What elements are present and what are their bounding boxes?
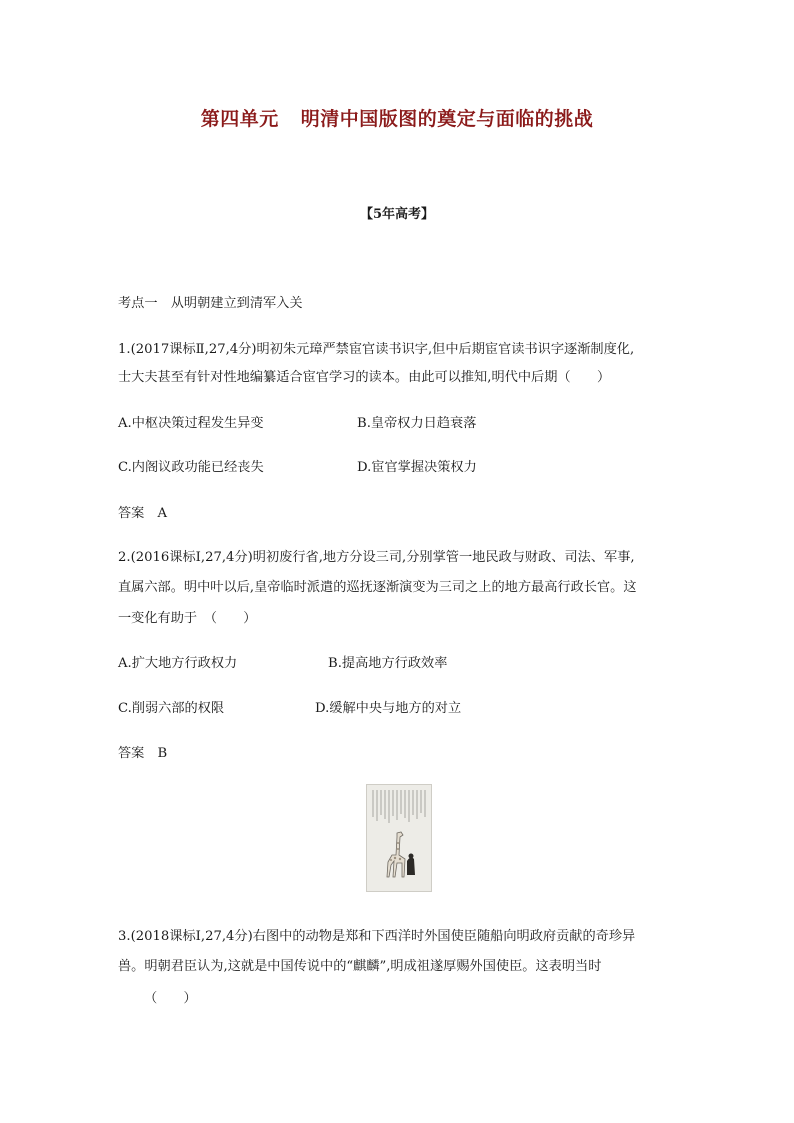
q2-option-b: B.提高地方行政效率 [328, 656, 448, 671]
topic-heading: 考点一 从明朝建立到清军入关 [118, 296, 303, 311]
giraffe-painting-image [366, 784, 432, 892]
q2-stem-line3: 一变化有助于 （ ） [118, 611, 257, 626]
q2-option-c: C.削弱六部的权限 [118, 701, 225, 716]
q3-stem-line3: （ ） [144, 991, 197, 1006]
q2-stem-line1: 2.(2016课标Ⅰ,27,4分)明初废行省,地方分设三司,分别掌管一地民政与财政、司法、军事, [118, 550, 635, 565]
q1-option-c: C.内阁议政功能已经丧失 [118, 460, 264, 475]
q2-answer: 答案 B [118, 746, 168, 761]
q1-option-d: D.宦官掌握决策权力 [357, 460, 477, 475]
q2-option-a: A.扩大地方行政权力 [118, 656, 238, 671]
q2-stem-line2: 直属六部。明中叶以后,皇帝临时派遣的巡抚逐渐演变为三司之上的地方最高行政长官。这 [118, 580, 637, 595]
q3-stem-line1: 3.(2018课标Ⅰ,27,4分)右图中的动物是郑和下西洋时外国使臣随船向明政府贡献的奇珍异 [118, 929, 636, 944]
q2-option-d: D.缓解中央与地方的对立 [315, 701, 462, 716]
page-title [0, 104, 794, 131]
q1-stem-line2: 士大夫甚至有针对性地编纂适合宦官学习的读本。由此可以推知,明代中后期（ ） [118, 370, 611, 385]
giraffe-illustration [367, 785, 431, 891]
q1-option-a: A.中枢决策过程发生异变 [118, 416, 264, 431]
q3-stem-line2: 兽。明朝君臣认为,这就是中国传说中的“麒麟”,明成祖遂厚赐外国使臣。这表明当时 [118, 959, 602, 974]
q1-stem-line1: 1.(2017课标Ⅱ,27,4分)明初朱元璋严禁宦官读书识字,但中后期宦官读书识字逐渐制度化, [118, 342, 635, 357]
section-tag: 【5年高考】 [359, 207, 435, 222]
unit-topic: 明清中国版图的奠定与面临的挑战 [300, 108, 594, 130]
q1-answer: 答案 A [118, 506, 168, 521]
unit-label: 第四单元 [200, 108, 279, 130]
q1-option-b: B.皇帝权力日趋衰落 [357, 416, 477, 431]
